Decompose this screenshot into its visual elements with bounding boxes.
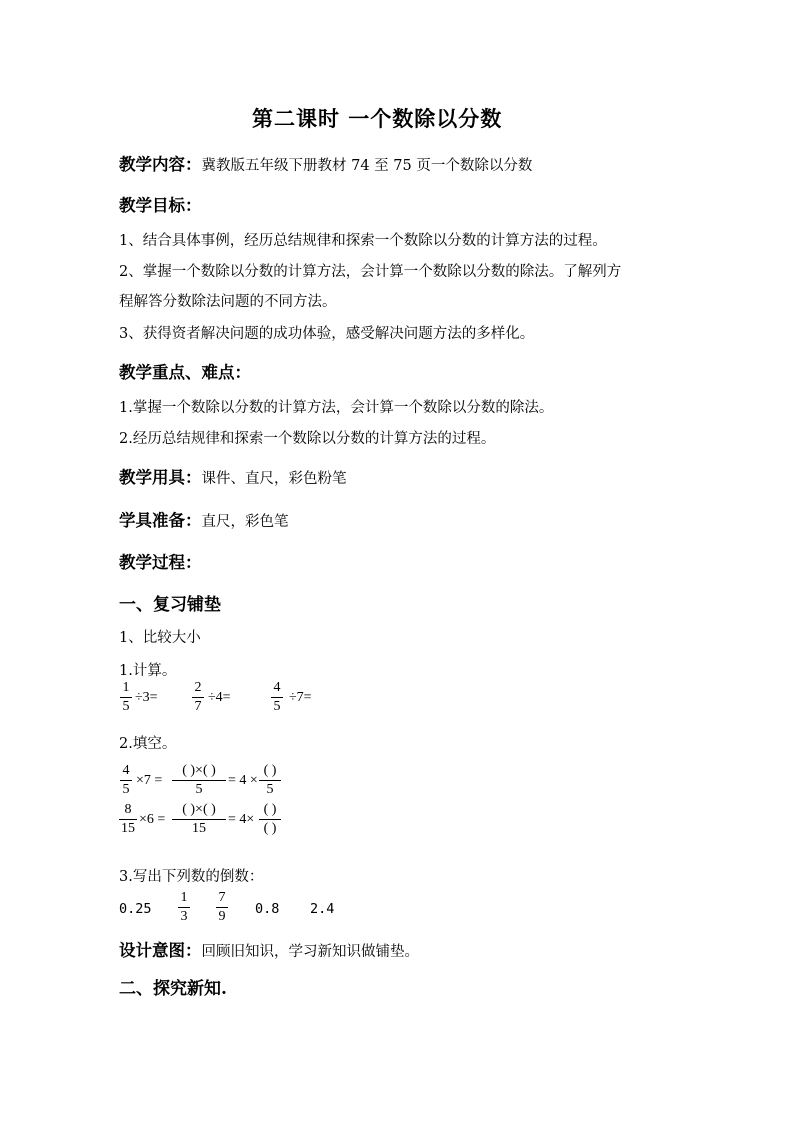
reciprocal-value: 0.8 [255,901,280,917]
fraction: 7 9 [216,891,228,924]
fill-operation: ×7 = [136,773,163,788]
calc-operation: ÷7= [289,690,312,705]
goal-item: 程解答分数除法问题的不同方法。 [119,294,337,310]
fraction: 8 15 [121,802,135,836]
fraction: 4 5 [271,681,283,714]
prep-line [119,507,289,531]
goal-item: 1、结合具体事例，经历总结规律和探索一个数除以分数的计算方法的过程。 [119,233,607,249]
tools-text: 课件、直尺，彩色粉笔 [201,471,347,487]
process-label: 教学过程： [119,553,202,572]
key-item: 1.掌握一个数除以分数的计算方法，会计算一个数除以分数的除法。 [119,400,554,416]
goal-item: 3、获得资者解决问题的成功体验，感受解决问题方法的多样化。 [119,326,535,342]
prep-label: 学具准备： [119,511,202,530]
fraction: 1 3 [178,891,190,924]
fraction: 2 7 [192,681,204,714]
page-title: 第二课时 一个数除以分数 [252,106,503,131]
content-text: 冀教版五年级下册教材 74 至 75 页一个数除以分数 [201,158,533,174]
tools-line [119,464,347,488]
prep-text: 直尺，彩色笔 [201,514,289,530]
design-label: 设计意图： [119,941,202,960]
fraction: ( ) 5 [259,764,281,797]
key-item: 2.经历总结规律和探索一个数除以分数的计算方法的过程。 [119,431,496,447]
goals-label: 教学目标： [119,196,202,215]
reciprocal-value: 2.4 [310,901,335,917]
section1-title: 一、复习铺垫 [119,595,221,615]
reciprocal-label: 3.写出下列数的倒数： [119,869,264,885]
compare-label: 1、比较大小 [119,630,201,646]
reciprocal-value: 0.25 [119,901,152,917]
design-line [119,937,419,961]
fraction: 4 5 [120,764,132,797]
fill-label: 2.填空。 [119,736,177,752]
key-label: 教学重点、难点： [119,363,251,382]
fill-operation: = 4× [228,812,255,827]
fill-operation: ×6 = [139,812,166,827]
section2-title: 二、探究新知. [119,979,227,999]
calc-operation: ÷3= [135,690,158,705]
fill-operation: = 4 × [228,773,258,788]
goal-item: 2、掌握一个数除以分数的计算方法，会计算一个数除以分数的除法。了解列方 [119,264,622,280]
tools-label: 教学用具： [119,468,202,487]
content-label: 教学内容： [119,155,202,174]
calc-operation: ÷4= [208,690,231,705]
content-line [119,151,532,175]
fraction: ( )×( ) 15 [172,803,226,836]
calc-label: 1.计算。 [119,663,177,679]
fraction: ( )×( ) 5 [172,764,226,797]
fraction: ( ) ( ) [259,803,281,836]
fraction: 1 5 [120,681,132,714]
design-text: 回顾旧知识，学习新知识做铺垫。 [201,944,419,960]
